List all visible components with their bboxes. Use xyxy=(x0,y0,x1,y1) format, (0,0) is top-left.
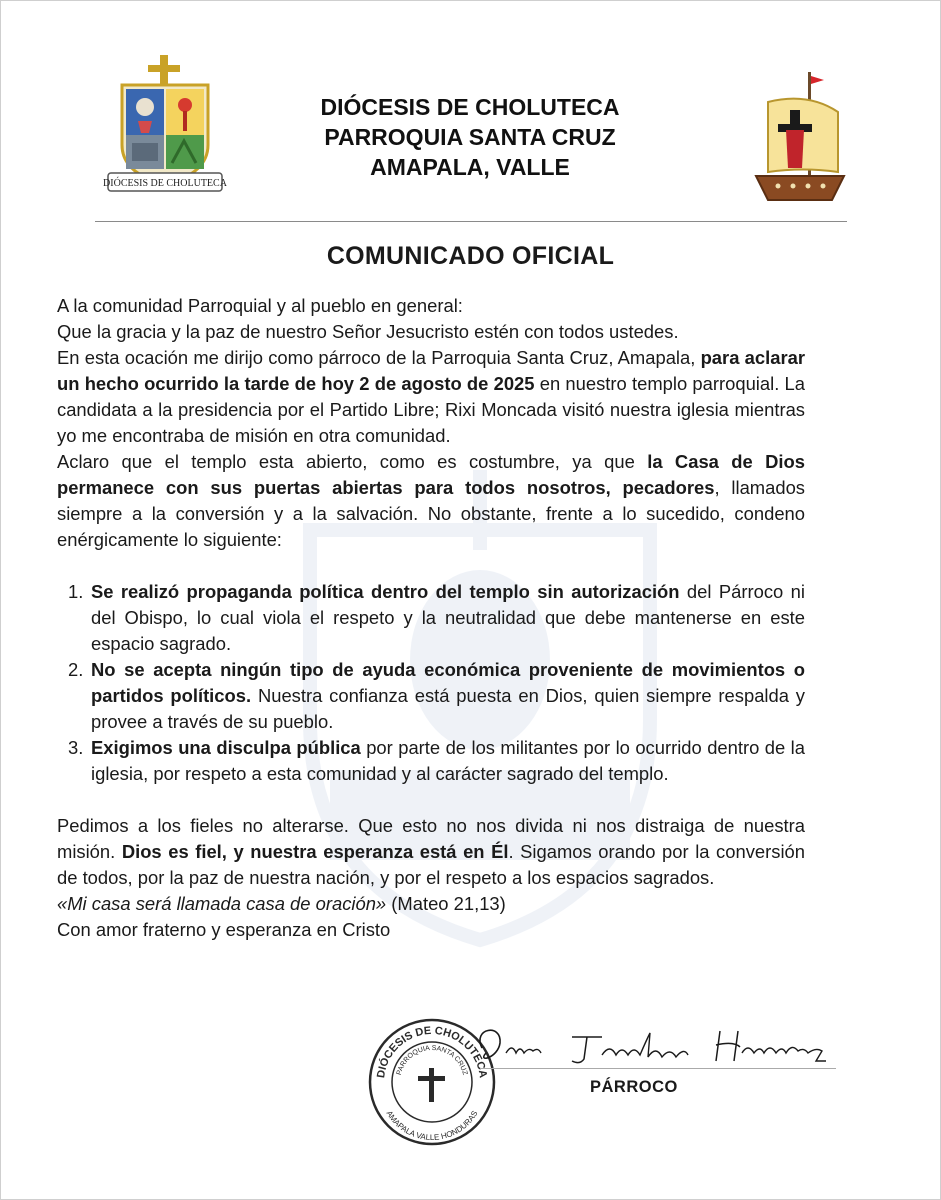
list-item-text: por parte de los militantes por lo ocurrido dentro de la iglesia, por respeto a esta comunidad y al carácter sagrado del templo. xyxy=(91,737,805,784)
condemnation-list xyxy=(57,579,805,787)
header-title xyxy=(250,92,690,182)
list-item-text: del Párroco ni del Obispo, lo cual viola el respeto y la neutralidad que debe mantenerse en este espacio sagrado. xyxy=(91,581,805,654)
list-item-bold: Se realizó propaganda política dentro del templo sin autorización xyxy=(91,581,680,602)
list-item-number: 3. xyxy=(68,737,84,758)
verse-quote: «Mi casa será llamada casa de oración» xyxy=(57,893,387,914)
paragraph-3 xyxy=(57,813,805,891)
stamp-bottom-text: AMAPALA VALLE HONDURAS xyxy=(384,1109,480,1143)
location: AMAPALA, VALLE xyxy=(370,154,570,180)
list-item-bold: No se acepta ningún tipo de ayuda económica proveniente de movimientos o partidos políticos. xyxy=(91,659,805,706)
stamp-mid-text: PARROQUIA SANTA CRUZ xyxy=(395,1044,469,1076)
document-title: COMUNICADO OFICIAL xyxy=(326,242,615,270)
paragraph-1-bold: para aclarar un hecho ocurrido la tarde de hoy 2 de agosto de 2025 xyxy=(57,347,805,394)
list-item xyxy=(57,657,805,735)
paragraph-3-text-c: . Sigamos orando por la conversión de todos, por la paz de nuestra nación, y por el respeto a los espacios sagrados. xyxy=(57,841,805,888)
list-item-text: Nuestra confianza está puesta en Dios, quien siempre respalda y provee a través de su pueblo. xyxy=(91,685,805,732)
list-item-number: 1. xyxy=(68,581,84,602)
document-body xyxy=(57,293,805,943)
diocese-coat-of-arms-logo xyxy=(100,55,230,205)
list-item-number: 2. xyxy=(68,659,84,680)
svg-text:AMAPALA VALLE HONDURAS xyxy=(385,1109,480,1142)
diocese-name: DIÓCESIS DE CHOLUTECA xyxy=(320,94,620,120)
greeting: Que la gracia y la paz de nuestro Señor Jesucristo estén con todos ustedes. xyxy=(57,321,679,342)
bible-verse xyxy=(57,891,805,917)
parish-name: PARROQUIA SANTA CRUZ xyxy=(324,124,616,150)
header-divider xyxy=(95,221,847,222)
closing: Con amor fraterno y esperanza en Cristo xyxy=(57,919,391,940)
stamp-top-text: DIÓCESIS DE CHOLUTECA xyxy=(375,1024,489,1079)
list-item xyxy=(57,735,805,787)
list-item-bold: Exigimos una disculpa pública xyxy=(91,737,361,758)
verse-reference: (Mateo 21,13) xyxy=(386,893,506,914)
parish-ship-emblem-logo xyxy=(748,72,848,204)
handwritten-signature xyxy=(472,1023,832,1073)
logo-banner-text: DIÓCESIS DE CHOLUTECA xyxy=(103,178,227,189)
paragraph-2-text-a: Aclaro que el templo esta abierto, como es costumbre, ya que xyxy=(57,451,648,472)
paragraph-2-bold: la Casa de Dios permanece con sus puertas abiertas para todos nosotros, pecadores xyxy=(57,451,805,498)
salutation: A la comunidad Parroquial y al pueblo en general: xyxy=(57,295,463,316)
paragraph-3-text-a: Pedimos a los fieles no alterarse. Que esto no nos divida ni nos distraiga de nuestra misión. xyxy=(57,815,805,862)
list-item xyxy=(57,579,805,657)
paragraph-2 xyxy=(57,449,805,553)
signature-line xyxy=(480,1068,836,1069)
paragraph-3-bold: Dios es fiel, y nuestra esperanza está en Él xyxy=(121,841,509,862)
paragraph-1 xyxy=(57,345,805,449)
paragraph-2-text-c: , llamados siempre a la conversión y a la salvación. No obstante, frente a lo sucedido, condeno enérgicamente lo siguiente: xyxy=(57,477,805,550)
signer-role: PÁRROCO xyxy=(590,1078,678,1096)
paragraph-1-text-c: en nuestro templo parroquial. La candidata a la presidencia por el Partido Libre; Rixi Moncada visitó nuestra iglesia mientras yo me encontraba de misión en otra comunidad. xyxy=(57,373,805,446)
paragraph-1-text-a: En esta ocación me dirijo como párroco de la Parroquia Santa Cruz, Amapala, xyxy=(57,347,701,368)
